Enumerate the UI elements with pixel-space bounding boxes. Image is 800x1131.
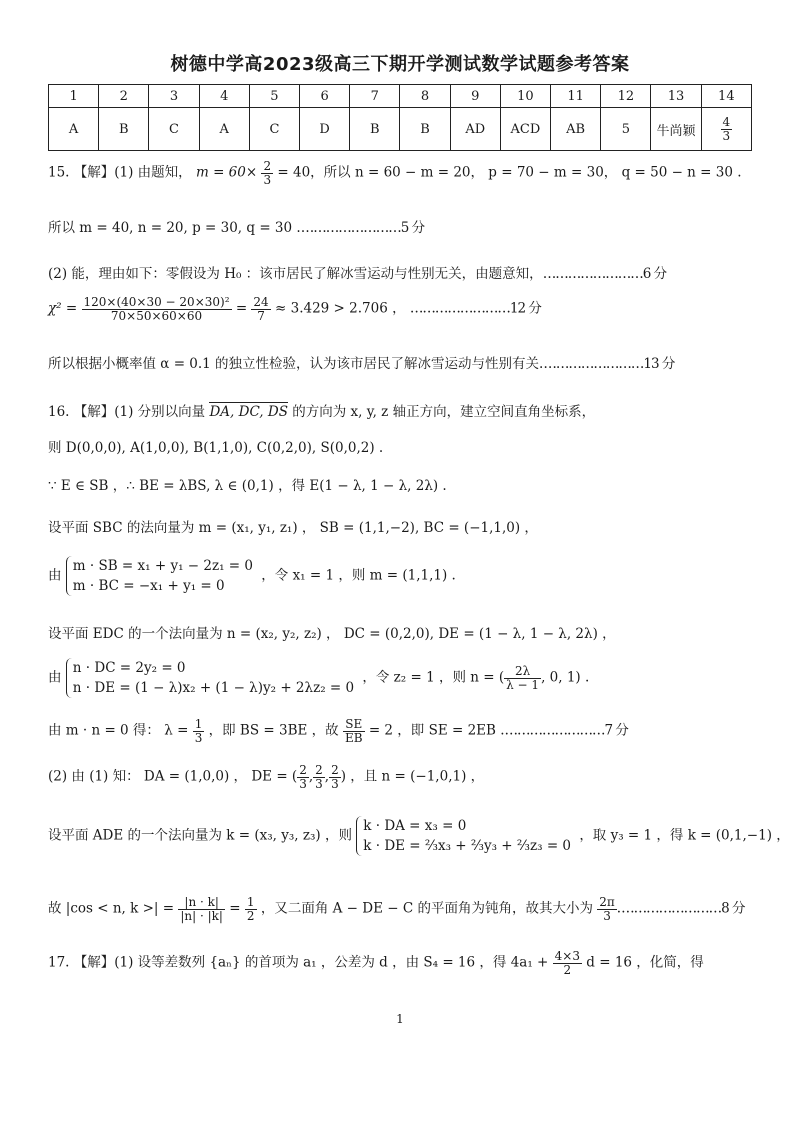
score-mark: ……………………5 分: [300, 220, 425, 236]
question-number: 2: [99, 85, 149, 108]
q16-line-10: 设平面 ADE 的一个法向量为 k = (x₃, y₃, z₃) ，则 k · DA = x₃ = 0 k · DE = ⅔x₃ + ⅔y₃ + ⅔z₃ = 0 ，取 y₃ = 1 ，得 k = (0,1,−1) ，: [48, 818, 790, 854]
question-number: 4: [199, 85, 249, 108]
question-number: 13: [651, 85, 701, 108]
answer-cell: A: [199, 108, 249, 151]
question-number: 5: [249, 85, 299, 108]
answer-cell: A: [49, 108, 99, 151]
q16-line-1: 16. 【解】(1) 分别以向量 DA, DC, DS 的方向为 x, y, z 轴正方向，建立空间直角坐标系，: [48, 404, 596, 420]
question-number: 14: [701, 85, 751, 108]
q16-line-7: 由 n · DC = 2y₂ = 0 n · DE = (1 − λ)x₂ + (1 − λ)y₂ + 2λz₂ = 0 ，令 z₂ = 1 ，则 n = ( $\frac{2\lambda}{\lambda - 1}$ , 0, 1) .: [48, 660, 590, 696]
q16-line-2: 则 D(0,0,0), A(1,0,0), B(1,1,0), C(0,2,0), S(0,0,2) .: [48, 440, 384, 456]
q15-line-1: 15. 【解】(1) 由题知， m = 60× $\frac{2}{3}$ = 40，所以 n = 60 − m = 20， p = 70 − m = 30， q = 50 − n = 30 .: [48, 159, 742, 187]
answer-cell: 5: [601, 108, 651, 151]
score-mark: ……………………6 分: [542, 266, 667, 282]
question-number: 9: [450, 85, 500, 108]
q15-line-3: (2) 能，理由如下：零假设为 H₀ ：该市居民了解冰雪运动与性别无关，由题意知，……………………6 分: [48, 266, 667, 282]
fraction: $\frac{24}{7}$: [253, 295, 269, 323]
answer-cell: C: [249, 108, 299, 151]
answer-cell: B: [99, 108, 149, 151]
fraction: $\frac{4}{3}$: [722, 114, 731, 143]
equation-system: k · DA = x₃ = 0 k · DE = ⅔x₃ + ⅔y₃ + ⅔z₃ = 0: [356, 816, 575, 856]
question-number: 12: [601, 85, 651, 108]
answer-cell: AB: [551, 108, 601, 151]
answer-cell: C: [149, 108, 199, 151]
answer-cell: B: [400, 108, 450, 151]
question-number: 10: [500, 85, 550, 108]
answer-table-header-row: [49, 85, 752, 108]
q16-line-11: 故 |cos < n, k >| = $\frac{|n \cdot k|}{|n| \cdot |k|}$ = $\frac{1}{2}$ ，又二面角 A − DE − C 的平面角为钝角，故其大小为 $\frac{2\pi}{3}$ .……………………8 分: [48, 895, 745, 923]
answer-cell-fraction: [701, 108, 751, 151]
question-number: 6: [300, 85, 350, 108]
q16-line-5: 由 m · SB = x₁ + y₁ − 2z₁ = 0 m · BC = −x₁ + y₁ = 0 ，令 x₁ = 1 ，则 m = (1,1,1) .: [48, 558, 456, 594]
answer-cell: D: [300, 108, 350, 151]
fraction: $\frac{2\lambda}{\lambda - 1}$: [506, 663, 540, 692]
q16-line-6: 设平面 EDC 的一个法向量为 n = (x₂, y₂, z₂) ， DC = (0,2,0), DE = (1 − λ, 1 − λ, 2λ) ，: [48, 626, 616, 642]
vector-label: DA, DC, DS: [209, 404, 288, 420]
fraction: $\frac{2}{3}$: [315, 763, 323, 791]
page-title: 树德中学高2023级高三下期开学测试数学试题参考答案: [170, 54, 630, 75]
fraction: $\frac{2}{3}$: [331, 763, 339, 791]
q16-line-8: 由 m · n = 0 得： λ = $\frac{1}{3}$ ，即 BS = 3BE ，故 $\frac{SE}{EB}$ = 2 ，即 SE = 2EB .……………………7 分: [48, 717, 628, 745]
q17-line-1: 17. 【解】(1) 设等差数列 {aₙ} 的首项为 a₁ ，公差为 d ，由 S₄ = 16 ，得 4a₁ + $\frac{4\times 3}{2}$ d = 16 ，化简，得: [48, 949, 704, 977]
score-mark: ……………………12 分: [409, 300, 541, 317]
q15-line-2: 所以 m = 40, n = 20, p = 30, q = 30 .……………………5 分: [48, 220, 425, 236]
answer-cell: B: [350, 108, 400, 151]
question-number: 11: [551, 85, 601, 108]
score-mark: ……………………7 分: [504, 722, 628, 739]
question-number: 3: [149, 85, 199, 108]
fraction: $\frac{2}{3}$: [299, 763, 307, 791]
q16-line-4: 设平面 SBC 的法向量为 m = (x₁, y₁, z₁) ， SB = (1,1,−2), BC = (−1,1,0) ，: [48, 520, 538, 536]
score-mark: ……………………8 分: [621, 900, 745, 917]
fraction: $\frac{\text{120×(40×30 − 20×30)²}}{70\times 50\times 60\times 60}$: [83, 295, 230, 323]
fraction: $\frac{1}{2}$: [246, 895, 255, 923]
question-number: 7: [350, 85, 400, 108]
fraction: $\frac{1}{3}$: [194, 717, 203, 745]
fraction: $\frac{4\times 3}{2}$: [554, 949, 580, 977]
score-mark: ……………………13 分: [543, 356, 675, 372]
page-number: 1: [396, 1012, 404, 1026]
answer-cell: ACD: [500, 108, 550, 151]
q15-line-5: 所以根据小概率值 α = 0.1 的独立性检验，认为该市居民了解冰雪运动与性别有关.……………………13 分: [48, 356, 675, 372]
answer-table: [48, 84, 752, 151]
q16-line-9: (2) 由 (1) 知： DA = (1,0,0) ， DE = ( $\frac{2}{3}$ , $\frac{2}{3}$ , $\frac{2}{3}$ ) ，且 n = (−1,0,1) ，: [48, 763, 485, 791]
answer-table-answer-row: [49, 108, 752, 151]
q16-line-3: ∵ E ∈ SB ，∴ BE = λBS, λ ∈ (0,1) ，得 E(1 − λ, 1 − λ, 2λ) .: [48, 478, 447, 494]
question-number: 1: [49, 85, 99, 108]
equation-system: m · SB = x₁ + y₁ − 2z₁ = 0 m · BC = −x₁ + y₁ = 0: [66, 556, 257, 596]
fraction: $\frac{SE}{EB}$: [344, 717, 363, 745]
answer-cell: 牛尚颖: [651, 108, 701, 151]
answer-cell: AD: [450, 108, 500, 151]
fraction: $\frac{2}{3}$: [263, 159, 272, 187]
fraction: $\frac{|n \cdot k|}{|n| \cdot |k|}$: [180, 895, 223, 923]
q15-line-4: χ² = $\frac{\text{120×(40×30 − 20×30)²}}{70\times 50\times 60\times 60}$ = $\frac{24}{7}$ ≈ 3.429 > 2.706 ， ……………………12 分: [48, 295, 541, 323]
question-number: 8: [400, 85, 450, 108]
fraction: $\frac{2\pi}{3}$: [599, 895, 615, 923]
equation-system: n · DC = 2y₂ = 0 n · DE = (1 − λ)x₂ + (1 − λ)y₂ + 2λz₂ = 0: [66, 658, 358, 698]
